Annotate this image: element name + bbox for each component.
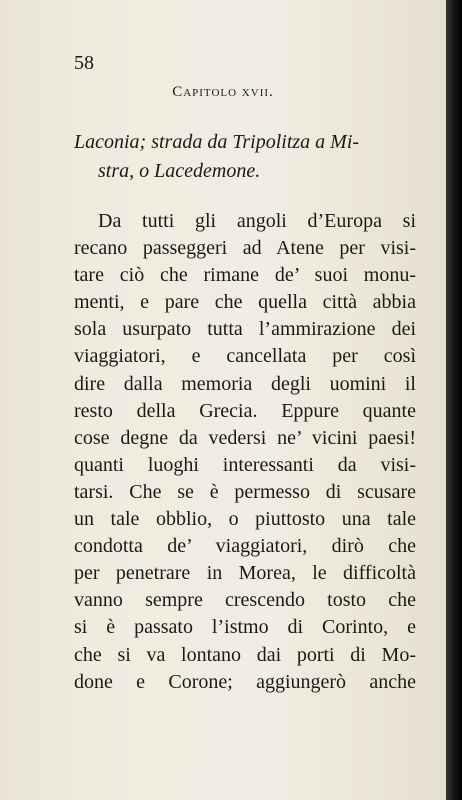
text-line: recano passeggeri ad Atene per visi- (74, 237, 416, 260)
text-line: che si va lontano dai porti di Mo- (74, 643, 416, 666)
summary-line-2: stra, o Lacedemone. (98, 160, 261, 182)
text-line: menti, e pare che quella città abbia (74, 291, 416, 314)
text-line: condotta de’ viaggiatori, dirò che (74, 535, 416, 558)
page-edge-shadow (446, 0, 462, 800)
text-line: resto della Grecia. Eppure quante (74, 399, 416, 422)
text-line: dire dalla memoria degli uomini il (74, 372, 416, 395)
text-line: done e Corone; aggiungerò anche (74, 670, 416, 693)
summary-line-1: Laconia; strada da Tripolitza a Mi- (74, 131, 360, 153)
chapter-heading (0, 84, 446, 101)
text-line: un tale obblio, o piuttosto una tale (74, 508, 416, 531)
chapter-summary (74, 128, 414, 186)
text-line: vanno sempre crescendo tosto che (74, 589, 416, 612)
text-line: si è passato l’istmo di Corinto, e (74, 616, 416, 639)
page-number: 58 (74, 52, 94, 74)
text-line: tarsi. Che se è permesso di scusare (74, 480, 416, 503)
text-line: cose degne da vedersi ne’ vicini paesi! (74, 426, 416, 449)
text-line: sola usurpato tutta l’ammirazione dei (74, 318, 416, 341)
text-line: per penetrare in Morea, le difficoltà (74, 562, 416, 585)
chapter-heading-text: Capitolo xvii. (172, 84, 274, 100)
text-line: Da tutti gli angoli d’Europa si (98, 210, 416, 232)
body-text (74, 208, 416, 696)
text-line: viaggiatori, e cancellata per così (74, 345, 416, 368)
text-line: tare ciò che rimane de’ suoi monu- (74, 264, 416, 287)
text-line: quanti luoghi interessanti da visi- (74, 453, 416, 476)
